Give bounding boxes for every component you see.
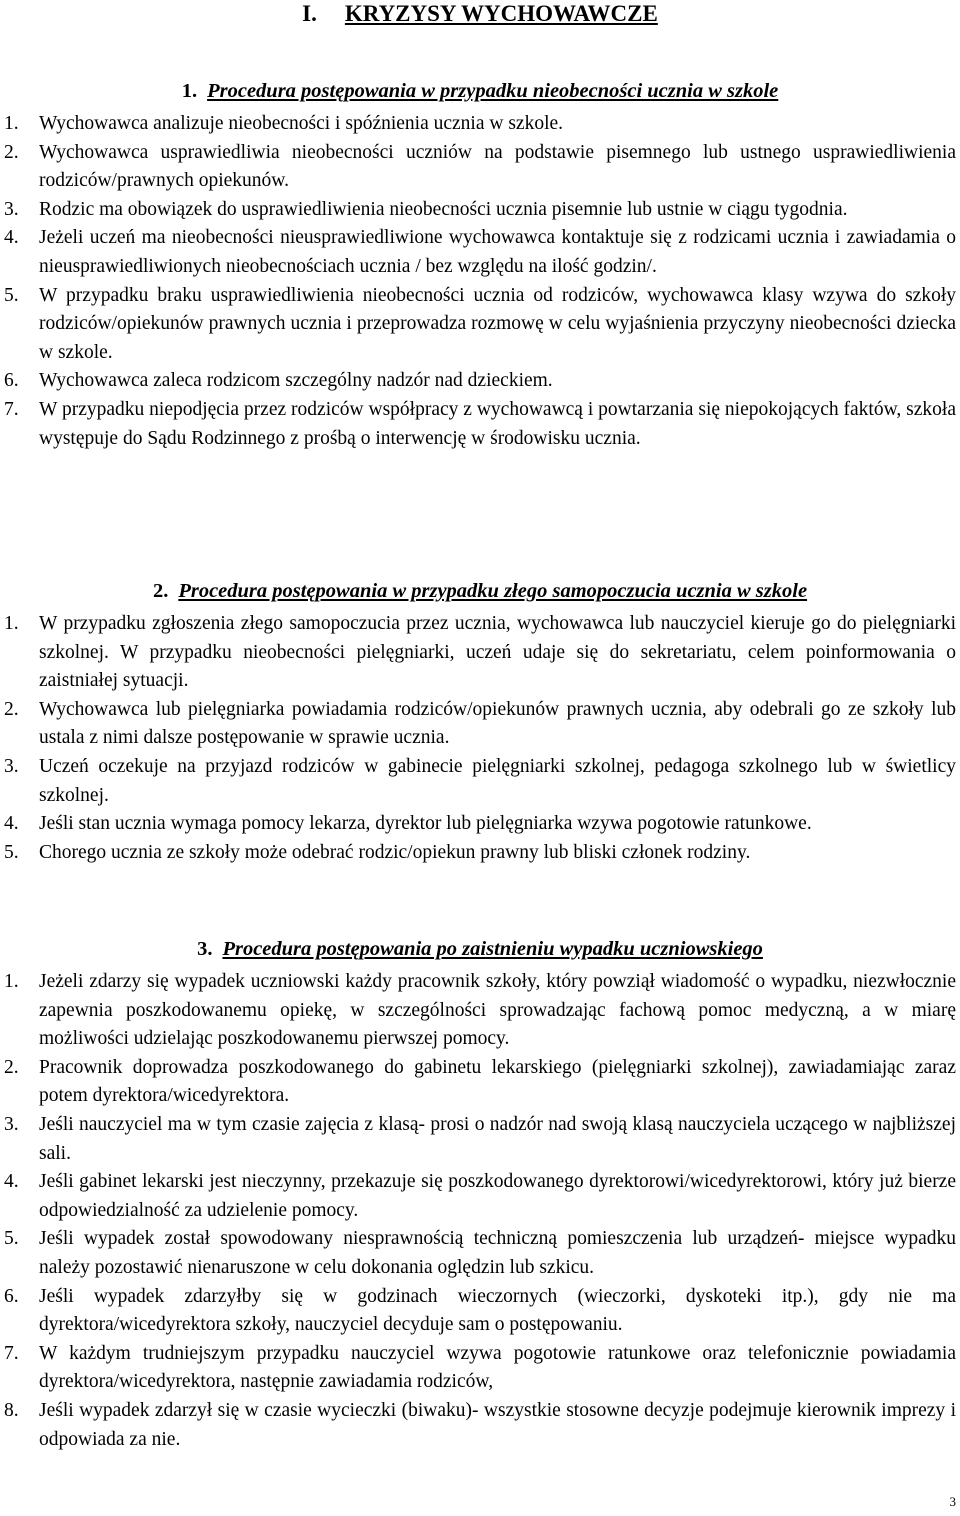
item-number: 4. xyxy=(4,813,19,835)
list-item xyxy=(0,224,960,281)
item-text: Pracownik doprowadza poszkodowanego do gabinetu lekarskiego (pielęgniarki szkolnej), zawiadamiając zaraz potem dyrektora/wicedyrektora. xyxy=(39,1056,956,1107)
item-text: Jeśli wypadek zdarzyłby się w godzinach wieczornych (wieczorki, dyskoteki itp.), gdy nie ma dyrektora/wicedyrektora szkoły, nauczyciel decyduje sam o postępowaniu. xyxy=(39,1285,956,1336)
main-heading-text: KRYZYSY WYCHOWAWCZE xyxy=(344,1,658,26)
item-number: 7. xyxy=(4,398,19,420)
list-item xyxy=(0,810,960,839)
item-text: Jeżeli uczeń ma nieobecności nieusprawiedliwione wychowawca kontaktuje się z rodzicami ucznia i zawiadamia o nieusprawiedliwionych nieobecnościach ucznia / bez względu na ilość godzin/. xyxy=(39,227,956,277)
list-item xyxy=(0,1054,960,1111)
list-item xyxy=(0,139,960,196)
item-text: Wychowawca usprawiedliwia nieobecności uczniów na podstawie pisemnego lub ustnego usprawiedliwienia rodziców/prawnych opiekunów. xyxy=(39,141,956,192)
item-number: 2. xyxy=(4,698,19,720)
item-text: W przypadku zgłoszenia złego samopoczucia przez ucznia, wychowawca lub nauczyciel kieruje go do pielęgniarki szkolnej. W przypadku nieobecności pielęgniarki, uczeń udaje się do sekretariatu, celem poinformowania o zaistniałej sytuacji. xyxy=(39,613,956,692)
section-absence xyxy=(0,78,960,453)
list-item xyxy=(0,696,960,753)
item-number: 2. xyxy=(4,141,19,163)
list-item xyxy=(0,1397,960,1454)
section-number: 3. xyxy=(197,938,213,960)
list-item xyxy=(0,1168,960,1225)
item-text: Rodzic ma obowiązek do usprawiedliwienia nieobecności ucznia pisemnie lub ustnie w ciągu tygodnia. xyxy=(39,198,848,220)
item-text: W każdym trudniejszym przypadku nauczyciel wzywa pogotowie ratunkowe oraz telefonicznie powiadamia dyrektora/wicedyrektora, następnie zawiadamia rodziców, xyxy=(39,1342,956,1393)
item-number: 8. xyxy=(4,1399,19,1421)
item-text: W przypadku braku usprawiedliwienia nieobecności ucznia od rodziców, wychowawca klasy wzywa do szkoły rodziców/opiekunów prawnych ucznia i przeprowadza rozmowę w celu wyjaśnienia przyczyny nieobecności dziecka w szkole. xyxy=(39,284,956,363)
section-illness xyxy=(0,578,960,867)
item-number: 1. xyxy=(4,613,19,634)
item-text: Jeśli gabinet lekarski jest nieczynny, przekazuje się poszkodowanego dyrektorowi/wicedyrektorowi, który już bierze odpowiedzialność za udzielenie pomocy. xyxy=(39,1171,956,1221)
item-text: Jeśli wypadek został spowodowany niesprawnością techniczną pomieszczenia lub urządzeń- miejsce wypadku należy pozostawić nienaruszone w celu dokonania oględzin lub szkicu. xyxy=(39,1228,956,1278)
procedure-list xyxy=(0,610,960,867)
main-heading-number: I. xyxy=(302,1,317,26)
procedure-list xyxy=(0,110,960,453)
list-item xyxy=(0,1340,960,1397)
list-item xyxy=(0,753,960,810)
section-title-text: Procedura postępowania po zaistnieniu wypadku uczniowskiego xyxy=(222,938,763,960)
section-title xyxy=(0,578,960,610)
item-text: W przypadku niepodjęcia przez rodziców współpracy z wychowawcą i powtarzania się niepokojących faktów, szkoła występuje do Sądu Rodzinnego z prośbą o interwencję w środowisku ucznia. xyxy=(39,398,956,449)
item-number: 3. xyxy=(4,198,19,220)
section-accident xyxy=(0,936,960,1454)
list-item xyxy=(0,396,960,453)
item-text: Jeśli wypadek zdarzył się w czasie wycieczki (biwaku)- wszystkie stosowne decyzje podejmuje kierownik imprezy i odpowiada za nie. xyxy=(39,1399,956,1450)
section-title-text: Procedura postępowania w przypadku złego samopoczucia ucznia w szkole xyxy=(178,580,808,602)
item-number: 5. xyxy=(4,284,19,306)
list-item xyxy=(0,1111,960,1168)
list-item xyxy=(0,196,960,225)
item-text: Wychowawca lub pielęgniarka powiadamia rodziców/opiekunów prawnych ucznia, aby odebrali go ze szkoły lub ustala z nimi dalsze postępowanie w sprawie ucznia. xyxy=(39,698,956,749)
item-text: Chorego ucznia ze szkoły może odebrać rodzic/opiekun prawny lub bliski członek rodziny. xyxy=(39,841,751,863)
item-number: 5. xyxy=(4,1228,19,1250)
item-text: Jeśli stan ucznia wymaga pomocy lekarza, dyrektor lub pielęgniarka wzywa pogotowie ratunkowe. xyxy=(39,813,812,835)
list-item xyxy=(0,367,960,396)
item-number: 3. xyxy=(4,755,19,777)
item-text: Wychowawca zaleca rodzicom szczególny nadzór nad dzieckiem. xyxy=(39,370,553,392)
section-title-text: Procedura postępowania w przypadku nieobecności ucznia w szkole xyxy=(207,80,779,102)
item-text: Jeśli nauczyciel ma w tym czasie zajęcia z klasą- prosi o nadzór nad swoją klasą nauczyciela uczącego w najbliższej sali. xyxy=(39,1113,956,1164)
list-item xyxy=(0,1225,960,1282)
list-item xyxy=(0,1283,960,1340)
list-item xyxy=(0,110,960,139)
page-number: 3 xyxy=(949,1494,956,1509)
item-number: 7. xyxy=(4,1342,19,1364)
list-item xyxy=(0,839,960,868)
section-title xyxy=(0,936,960,968)
section-title xyxy=(0,78,960,110)
item-number: 5. xyxy=(4,841,19,863)
item-text: Wychowawca analizuje nieobecności i spóźnienia ucznia w szkole. xyxy=(39,113,564,134)
item-number: 2. xyxy=(4,1056,19,1078)
item-text: Uczeń oczekuje na przyjazd rodziców w gabinecie pielęgniarki szkolnej, pedagoga szkolnego lub w świetlicy szkolnej. xyxy=(39,755,956,806)
item-number: 4. xyxy=(4,227,19,249)
list-item xyxy=(0,610,960,696)
main-heading xyxy=(0,0,960,27)
item-number: 6. xyxy=(4,1285,19,1307)
item-number: 4. xyxy=(4,1171,19,1193)
item-number: 1. xyxy=(4,113,19,134)
item-text: Jeżeli zdarzy się wypadek uczniowski każdy pracownik szkoły, który powziął wiadomość o wypadku, niezwłocznie zapewnia poszkodowanemu opiekę, w szczególności sprowadzając fachową pomoc medyczną, a w miarę możliwości udzielając poszkodowanemu pierwszej pomocy. xyxy=(39,971,956,1050)
procedure-list xyxy=(0,968,960,1454)
section-number: 1. xyxy=(181,80,198,102)
item-number: 3. xyxy=(4,1113,19,1135)
item-number: 1. xyxy=(4,971,19,992)
list-item xyxy=(0,968,960,1054)
list-item xyxy=(0,282,960,368)
item-number: 6. xyxy=(4,370,19,392)
section-number: 2. xyxy=(152,580,169,602)
